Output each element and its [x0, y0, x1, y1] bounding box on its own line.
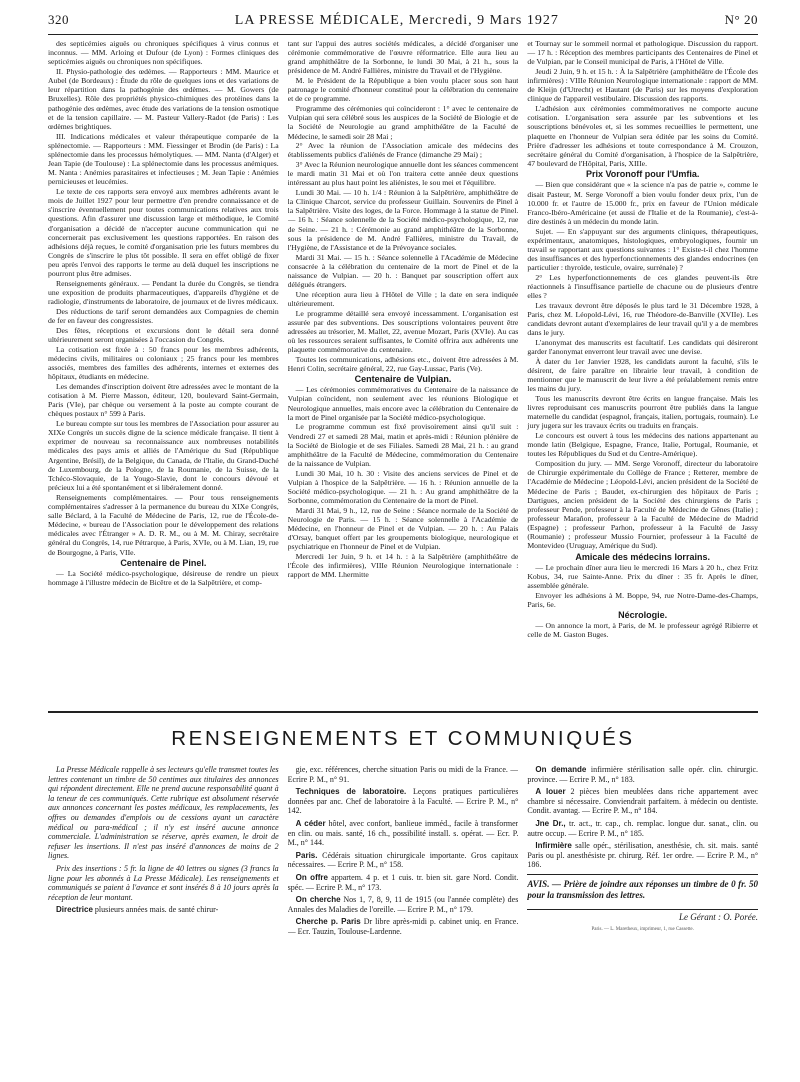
paragraph: M. le Président de la République a bien voulu placer sous son haut patronage le comité d'honneur constitué pour la célébration du centenaire et de ce programme.: [287, 76, 519, 104]
ad-text: gie, exc. références, cherche situation Paris ou midi de la France. — Ecrire P. M., n° 91.: [287, 765, 519, 784]
section-heading: Centenaire de Vulpian.: [354, 374, 452, 385]
paragraph: — Le prochain dîner aura lieu le mercredi 16 Mars à 20 h., chez Fritz Kobus, 34, rue Sainte-Anne. Prix du dîner : 35 fr. Après le dîner, assemblée générale.: [527, 562, 759, 591]
paragraph: La cotisation est fixée à : 50 francs pour les membres adhérents, médecins civils, militaires ou coloniaux ; 25 francs pour les membres associés, membres des familles des adhérents, internes et externes des hôpitaux, étudiants en médecine.: [48, 344, 279, 382]
avis-notice: AVIS. — Prière de joindre aux réponses un timbre de 0 fr. 50 pour la transmission des lettres.: [527, 874, 758, 901]
paragraph: Le concours est ouvert à tous les médecins des nations appartenant au monde latin (Belgique, Espagne, France, Italie, Portugal, Roumanie, et toutes les Républiques du Sud et du Centre-Amérique).: [527, 431, 759, 459]
paragraph: 2° Les hyperfonctionnements de ces glandes peuvent-ils être réactionnels à l'insuffisance partielle de chacune ou de plusieurs d'entre elles ?: [527, 272, 759, 301]
classified-ad: [288, 787, 519, 816]
classified-ad: [527, 787, 758, 816]
ad-text: plusieurs années mais. de santé chirur-: [92, 905, 219, 915]
classified-ad: [48, 905, 279, 915]
paragraph: Jeudi 2 Juin, 9 h. et 15 h. : À la Salpêtrière (amphithéâtre de l'École des infirmières) : VIIIe Réunion Neurologique internationale : rapport de MM. de Kleijn (d'Utrecht) et Hautant (de Paris) sur les moyens d'exploration clinique de l'appareil vestibulaire. Discussion des rapports.: [527, 66, 759, 104]
ad-heading: Infirmière: [535, 841, 572, 851]
paragraph: 2° Avec la réunion de l'Association amicale des médecins des établissements publics d'aliénés de France (dimanche 29 Mai) ;: [287, 141, 519, 160]
paragraph: Composition du jury. — MM. Serge Voronoff, directeur du laboratoire de Chirurgie expérimentale du Collège de France ; Retterer, membre de l'Académie de Médecine ; Léopold-Lévi, ancien président de la Société de Médecine de Paris ; Baudet, ex-chirurgien des hôpitaux de Paris ; Dartigues, ancien président de la Société des chirurgiens de Paris ; professeur Pende, professeur à la Faculté de Médecine de Gênes (Italie) ; professeur Marañon, professeur à la Faculté de Médecine de Madrid (Espagne) ; professeur Parhon, professeur à la Faculté de Jassy (Roumanie) ; professeur Mussio Fournier, professeur à la Faculté de Montevideo (Uruguay, Amérique du Sud).: [527, 459, 759, 551]
rubric-notice: Prix des insertions : 5 fr. la ligne de 40 lettres ou signes (3 francs la ligne pour les abonnés à La Presse Médicale). Les renseignements et communiqués se paient à l'avance et sont insérés 8 à 10 jours après la réception de leur montant.: [48, 863, 279, 902]
paragraph: et Tournay sur le sommeil normal et pathologique. Discussion du rapport. — 17 h. : Réception des membres participants des Centenaires de Pinel et de Vulpian, par le Conseil municipal de Paris, à l'Hôtel de Ville.: [527, 39, 759, 67]
top-column-1: [48, 39, 279, 709]
paragraph: — Les cérémonies commémoratives du Centenaire de la naissance de Vulpian coïncident, non seulement avec les réunions Biologique et Neurologique annuelles, mais encore avec la célébration du Centenaire de la mort de Pinel organisée par la Société médico-psychologique.: [287, 385, 519, 422]
ad-heading: On cherche: [295, 895, 341, 905]
classified-ad: [527, 819, 758, 838]
top-column-3: [527, 39, 758, 709]
paragraph: Des fêtes, réceptions et excursions dont le détail sera donné ultérieurement seront organisées à l'occasion du Congrès.: [48, 325, 279, 344]
paragraph: L'adhésion aux cérémonies commémoratives ne comporte aucune cotisation. L'organisation sera assurée par les subventions et les souscriptions bénévoles et, si les sommes recueillies le permettent, une plaquette en l'honneur de Vulpian sera éditée par les soins du Comité. Prière d'adresser les adhésions et toute correspondance à M. Crouzon, secrétaire général du Comité d'organisation, à l'hospice de la Salpêtrière, 47 boulevard de l'Hôpital, Paris, XIIIe.: [527, 104, 759, 169]
ad-text: Cédérais situation chirurgicale importante. Gros capitaux nécessaires. — Ecrire P. M., n° 158.: [287, 850, 519, 870]
section-heading: Amicale des médecins lorrains.: [575, 551, 710, 562]
paragraph: Le texte de ces rapports sera envoyé aux membres adhérents avant le mois de Juillet 1927 pour leur permettre d'en prendre connaissance et de s'inscrire éventuellement pour toutes communications relatives aux trois questions. Afin d'assurer une discussion large et méthodique, le Comité d'organisation a décidé de n'accepter aucune communication qui ne concernerait pas exclusivement les questions rapportées. En raison des adhésions déjà reçues, le comité d'organisation prie les futurs membres du Congrès de s'inscrire le plus tôt possible. Il sera en effet obligé de fixer peu après l'envoi des rapports le terme au delà duquel les inscriptions ne pourront plus être admises.: [48, 187, 279, 279]
ad-text: 2 pièces bien meublées dans riche appartement avec chambre si nécessaire. Conviendrait parfaitem. à médecin ou dentiste. Condit. avantag. — Ecrire P. M., n° 184.: [527, 787, 759, 816]
classified-ad: [288, 895, 519, 914]
newspaper-page: [48, 12, 758, 1057]
paragraph: Programme des cérémonies qui coïncideront : 1° avec le centenaire de Vulpian qui sera célébré sous les auspices de la Société de Biologie et de la Société de Neurologie au grand amphithéâtre de la Faculté de Médecine, le samedi soir 28 Mai ;: [287, 104, 519, 141]
paragraph: Lundi 30 Mai, 10 h. 30 : Visite des anciens services de Pinel et de Vulpian à l'hospice de la Salpêtrière. — 16 h. : Réunion annuelle de la Société médico-psychologique. — 21 h. : Au grand amphithéâtre de la Sorbonne, commémoration du Centenaire de la mort de Pinel.: [287, 468, 519, 506]
page-header: [48, 12, 758, 35]
paragraph: 3° Avec la Réunion neurologique annuelle dont les séances commencent le mardi matin 31 Mai et où l'on traitera cette année deux questions intéressant au plus haut point les aliénistes, le sou mei et l'équilibre.: [287, 160, 519, 188]
classified-ad: [288, 819, 519, 848]
ad-heading: A céder: [295, 818, 326, 828]
paragraph: Mercredi 1er Juin, 9 h. et 14 h. : à la Salpêtrière (amphithéâtre de l'École des infirmières), VIIIe Réunion Neurologique internationale : rapport de MM. Lhermitte: [287, 552, 519, 580]
section-title: RENSEIGNEMENTS ET COMMUNIQUÉS: [48, 711, 758, 761]
paragraph: Renseignements généraux. — Pendant la durée du Congrès, se tiendra une exposition de produits pharmaceutiques, d'appareils d'hygiène et de radiologie, d'instruments de laboratoire, de journaux et de livres médicaux.: [48, 279, 279, 307]
paragraph: L'anonymat des manuscrits est facultatif. Les candidats qui désireront garder l'anonymat enverront leur travail avec une devise.: [527, 338, 759, 357]
top-columns: [48, 39, 758, 709]
classified-ad: [288, 765, 519, 784]
paragraph: tant sur l'appui des autres sociétés médicales, a décidé d'organiser une cérémonie commémorative de l'œuvre réformatrice. Elle aura lieu au grand amphithéâtre de la Sorbonne, le lundi 30 Mai, à 21 h., sous la présidence de M. André Fallières, ministre du Travail et de l'Hygiène.: [287, 39, 519, 76]
rubric-notice: La Presse Médicale rappelle à ses lecteurs qu'elle transmet toutes les lettres contenant un timbre de 50 centimes aux titulaires des annonces qui répondent directement. Elle ne prend aucune responsabilité quant à la teneur de ces communiqués. Cette rubrique est absolument réservée aux annonces concernant les postes médicaux, les remplacements, les offres ou demandes d'emplois ou de cessions ayant un caractère médical ou para-médical ; il n'y est inséré aucune annonce commerciale. L'administration se réserve, après examen, le droit de refuser les insertions. Il n'est pas inséré d'annonces de moins de 2 lignes.: [48, 765, 279, 861]
ad-text: tr. act., tr. cap., ch. remplac. longue dur. sanat., clin. ou autre occup. — Ecrire P. M., n° 185.: [527, 818, 759, 838]
bottom-column-2: [288, 765, 519, 1057]
printer-imprint: Paris. — L. Maretheux, imprimeur, 1, rue Cassette.: [591, 926, 694, 932]
section-heading: Prix Voronoff pour l'Umfia.: [585, 169, 700, 180]
paragraph: Mardi 31 Mai. — 15 h. : Séance solennelle à l'Académie de Médecine consacrée à la célébration du centenaire de la mort de Pinel et de la naissance de Vulpian. — 20 h. : Banquet par souscription offert aux délégués étrangers.: [287, 252, 519, 290]
classified-ad: [527, 841, 758, 870]
paragraph: Le bureau compte sur tous les membres de l'Association pour assurer au XIXe Congrès un succès digne de la science médicale française. Il tient à exprimer de nouveau sa reconnaissance aux nombreuses notabilités médicales des pays amis et alliés de l'Amérique du Sud (République Argentine, Brésil), de la Belgique, du Canada, de l'Italie, du Grand-Duché de Luxembourg, de la Pologne, de la Roumanie, de la Suisse, de la Tchéco-Slovaquie, de la Yougo-Slavie, dont le concours dévoué et précieux lui a été spontanément et si libéralement donné.: [48, 418, 279, 492]
ad-text: Nos 1, 7, 8, 9, 11 de 1915 (ou l'année complète) des Annales des Maladies de l'oreille. — Ecrire P. M., n° 179.: [287, 895, 519, 914]
paragraph: Le programme détaillé sera envoyé incessamment. L'organisation est assurée par des subventions. Des souscriptions volontaires peuvent être adressées au trésorier, M. Mallet, 22, avenue Mozart, Paris (XVIe). Au cas où les ressources seraient suffisantes, le Comité offrira aux adhérents une plaquette commémorative du centenaire.: [287, 308, 519, 355]
paragraph: des septicémies aiguës ou chroniques spécifiques à virus connus et inconnus. — MM. Arloing et Dufour (de Lyon) : Formes cliniques des septicémies aiguës ou chroniques non spécifiques.: [48, 39, 279, 67]
ad-heading: Directrice: [56, 905, 93, 915]
bottom-columns: [48, 765, 758, 1057]
gerant-signature: Le Gérant : O. Porée.: [527, 909, 758, 923]
classified-ad: [288, 917, 519, 936]
section-heading: Nécrologie.: [618, 610, 668, 621]
paragraph: — Bien que considérant que « la science n'a pas de patrie », comme le disait Pasteur, M. Serge Voronoff a bien voulu fonder deux prix, l'un de 10.000 fr. et l'autre de 15.000 fr., prix en faveur de l'Union médicale Franco-Ibéro-Américaine (et aussi de l'Italie et de la Roumanie), c'est-à-dire destinés à un médecin du monde latin.: [527, 180, 759, 226]
paragraph: Mardi 31 Mai, 9 h., 12, rue de Seine : Séance normale de la Société de Neurologie de Paris. — 15 h. : Séance solennelle à l'Académie de Médecine, en l'honneur de Pinel et de Vulpian. — 20 h. : Au Palais d'Orsay, banquet offert par les groupements biologique, neurologique et psychiatrique en l'honneur de Pinel et de Vulpian.: [287, 505, 519, 552]
paragraph: Le programme commun est fixé provisoirement ainsi qu'il suit : Vendredi 27 et samedi 28 Mai, matin et après-midi : Réunion plénière de la Société de Biologie et de ses Filiales. Samedi 28 Mai, 21 h. : au grand amphithéâtre de la Faculté de Médecine, commémoration du Centenaire de la naissance de Vulpian.: [287, 422, 519, 469]
ad-heading: Cherche p. Paris: [295, 917, 361, 927]
paragraph: Des réductions de tarif seront demandées aux Compagnies de chemin de fer en faveur des congressistes.: [48, 307, 279, 326]
paragraph: III. Indications médicales et valeur thérapeutique comparée de la splénectomie. — Rapporteurs : MM. Fiessinger et Brodin (de Paris) : La splénectomie dans les processus hémolytiques. — MM. Nanta (d'Alger) et Jean Tapie (de Toulouse) : La splénectomie dans les processus anémiques. M. Nanta : Anémies parasitaires et infectieuses ; M. Jean Tapie : Anémies pernicieuses et leucémies.: [48, 131, 279, 187]
ad-text: Dr libre après-midi p. cabinet uniq. en France. — Ecr. Tauzin, Toulouse-Lardenne.: [287, 917, 519, 936]
ad-heading: On offre: [295, 872, 328, 882]
paragraph: — On annonce la mort, à Paris, de M. le professeur agrégé Ribierre et celle de M. Gaston Buges.: [527, 621, 759, 640]
ad-heading: Techniques de laboratoire.: [295, 787, 407, 797]
paragraph: Renseignements complémentaires. — Pour tous renseignements complémentaires s'adresser à la permanence du bureau du XIXe Congrès, salle Béclard, à la Faculté de Médecine de Paris, 12, rue de l'École-de-Médecine, « bureau de l'Association pour le développement des relations médicales avec l'Étranger » A. D. R. M., ou à M. M. Chiray, secrétaire général du Congrès, 14, rue Pétrarque, à Paris, XVIe, ou à M. Lian, 19, rue de Bourgogne, à Paris, VIIe.: [48, 492, 279, 557]
paragraph: À dater du 1er Janvier 1928, les candidats auront la faculté, s'ils le désirent, de faire paraître en librairie leur travail, à condition de mentionner que le manuscrit de leur livre a été préalablement remis entre les mains du jury.: [527, 356, 759, 394]
paragraph: Envoyer les adhésions à M. Boppe, 94, rue Notre-Dame-des-Champs, Paris, 6e.: [527, 590, 759, 609]
journal-title: LA PRESSE MÉDICALE, Mercredi, 9 Mars 1927: [234, 13, 559, 28]
top-column-2: [288, 39, 519, 709]
page-number: 320: [48, 12, 69, 27]
paragraph: Les demandes d'inscription doivent être adressées avec le montant de la cotisation à M. Pierre Masson, éditeur, 120, boulevard Saint-Germain, Paris (VIe), par chèque ou versement à la poste au compte courant de chèques postaux n° 599 à Paris.: [48, 381, 279, 419]
paragraph: Sujet. — En s'appuyant sur des arguments cliniques, thérapeutiques, expérimentaux, anatomiques, histologiques, embryologiques, fournir un travail se rapportant aux questions suivantes : 1° Existe-t-il chez l'homme des insuffisances et des hyperfonctionnements des glandes endocrines (en particulier : thyroïde, testicule, ovaire, surrénale) ?: [527, 226, 759, 273]
ad-text: salle opér., stérilisation, anesthésie, ch. sit. mais. santé Paris ou pl. anesthésiste pr. chirurg. Réf. 1er ordre. — Ecrire P. M., n° 186.: [527, 841, 759, 870]
paragraph: Tous les manuscrits devront être écrits en langue française. Mais les livres reproduisant ces manuscrits pourront être publiés dans la langue maternelle du candidat (espagnol, français, italien, portugais, roumain). Le jury jugera sur les travaux écrits ou traduits en français.: [527, 393, 759, 431]
ad-heading: On demande: [535, 765, 587, 774]
bottom-column-3: [527, 765, 758, 1057]
ad-text: infirmière stérilisation salle opér. clin. chirurgic. province. — Ecrire P. M., n° 183.: [527, 765, 759, 784]
paragraph: Toutes les communications, adhésions etc., doivent être adressées à M. Henri Colin, secrétaire général, 22, rue Gay-Lussac, Paris (Ve).: [287, 354, 519, 373]
classified-ad: [288, 873, 519, 892]
classified-ad: [527, 765, 758, 784]
classified-ad: [288, 851, 519, 870]
paragraph: Lundi 30 Mai. — 10 h. 1/4 : Réunion à la Salpêtrière, amphithéâtre de la Clinique Charcot, service du professeur Guillain. Souvenirs de Pinel à la Salpêtrière. Visite des loges, de la Force. Hommage à la statue de Pinel. — 16 h. : Séance solennelle de la Société médico-psychologique, 12, rue de Seine. — 21 h. : Cérémonie au grand amphithéâtre de la Sorbonne, sous la présidence de M. André Fallières, ministre du Travail, de l'Hygiène, de l'Assistance et de la Prévoyance sociales.: [287, 188, 519, 252]
ad-heading: Paris.: [295, 850, 318, 860]
paragraph: — La Société médico-psychologique, désireuse de rendre un pieux hommage à l'illustre médecin de Bicêtre et de la Salpêtrière, et comp-: [48, 568, 279, 588]
ad-text: appartem. 4 p. et 1 cuis. tr. bien sit. gare Nord. Condit. spéc. — Ecrire P. M., n° 173.: [287, 872, 519, 892]
paragraph: Les travaux devront être déposés le plus tard le 31 Décembre 1928, à Paris, chez M. Léopold-Lévi, 16, rue Théodore-de-Banville (XVIIe). Les candidats devront autant d'exemplaires de leur travail qu'il y a de membres dans le jury.: [527, 300, 759, 338]
ad-heading: Jne Dr.,: [535, 818, 566, 828]
paragraph: II. Physio-pathologie des œdèmes. — Rapporteurs : MM. Maurice et Aubel (de Bordeaux) : Étude du rôle de quelques ions et des variations de leur répartition dans la pathogénie des œdèmes. — M. Gowers (de Bruxelles). Rôle des propriétés physico-chimiques des protéines dans la pathogénie des œdèmes, avec étude des variations de la tension osmotique et de la tension capillaire. — M. Pasteur Vallery-Radot (de Paris) : Les œdèmes brightiques.: [48, 66, 279, 131]
ad-text: Leçons pratiques particulières données par anc. Chef de laboratoire à la Faculté. — Ecrire P. M., n° 142.: [287, 787, 519, 816]
ad-heading: A louer: [535, 787, 566, 797]
ad-text: hôtel, avec confort, banlieue imméd., facile à transformer en clin. ou mais. santé, 16 ch., possibilité install. s. opérat. — Ecr. P. M., n° 144.: [287, 818, 519, 848]
bottom-column-1: [48, 765, 279, 1057]
paragraph: Une réception aura lieu à l'Hôtel de Ville ; la date en sera indiquée ultérieurement.: [287, 289, 519, 308]
issue-number: N° 20: [724, 12, 758, 27]
section-heading: Centenaire de Pinel.: [120, 557, 207, 568]
